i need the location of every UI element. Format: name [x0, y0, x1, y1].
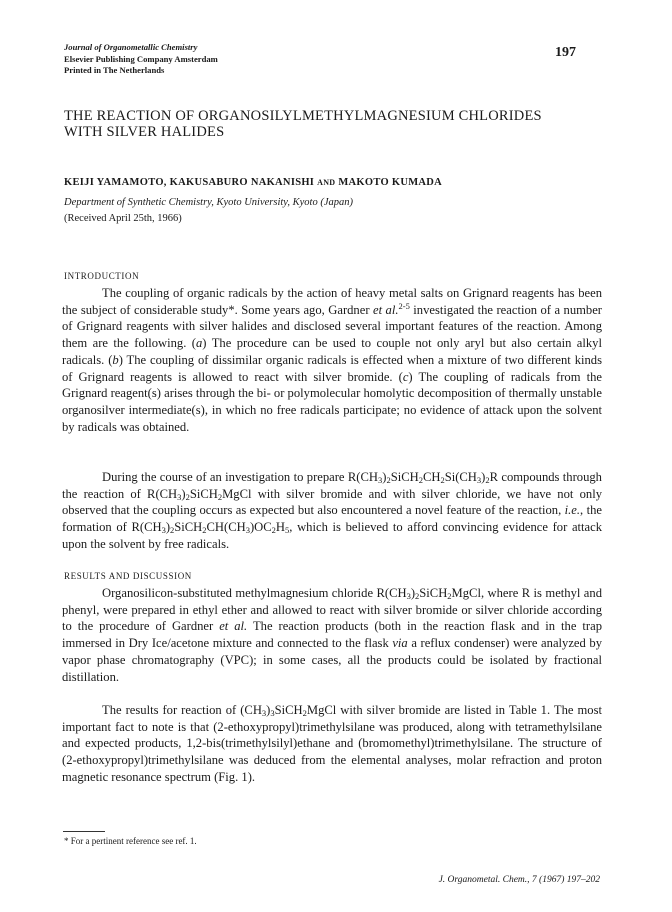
- author-names-1: KEIJI YAMAMOTO, KAKUSABURO NAKANISHI: [64, 177, 315, 188]
- journal-citation: J. Organometal. Chem., 7 (1967) 197–202: [438, 875, 600, 885]
- publisher: Elsevier Publishing Company Amsterdam: [64, 53, 218, 64]
- paragraph-results-1: Organosilicon-substituted methylmagnesium chloride $R(CH_3)_2SiCH_2MgCl$, where R is methyl and phenyl, were prepared in ethyl ether and allowed to react with silver bromide or silver chloride according to the procedure of Gardner et al. The reaction products (both in the reaction flask and in the trap immersed in Dry Ice/acetone mixture and connected to the flask via a reflux condenser) were analyzed by vapor phase chromatography (VPC); in some cases, all the products could be isolated by fractional distillation.: [62, 586, 602, 684]
- received-date: (Received April 25th, 1966): [64, 213, 182, 224]
- affiliation-block: [64, 195, 353, 227]
- paragraph-intro-2: During the course of an investigation to prepare $R(CH_3)_2SiCH_2CH_2Si(CH_3)_2R$ compounds through the reaction of $R(CH_3)_2SiCH_2MgCl$ with silver bromide and with silver chloride, we have not only observed that the coupling occurs as expected but also encountered a novel feature of the reaction, i.e., the formation of $R(CH_3)_2SiCH_2CH(CH_3)OC_2H_5$, which is believed to afford convincing evidence for attack upon the solvent by free radicals.: [62, 470, 603, 551]
- title-line-2: WITH SILVER HALIDES: [64, 124, 225, 140]
- footnote-rule: [63, 831, 105, 832]
- journal-header: [64, 42, 218, 77]
- author-list: [64, 177, 442, 188]
- author-and: AND: [317, 178, 336, 187]
- journal-name: Journal of Organometallic Chemistry: [64, 42, 198, 52]
- paragraph-results-2: The results for reaction of $(CH_3)_3SiCH_2MgCl$ with silver bromide are listed in Table 1. The most important fact to note is that (2-ethoxypropyl)trimethylsilane was produced, along with tetramethylsilane and expected products, 1,2-bis(trimethylsilyl)ethane and (bromomethyl)trimethylsilane. The structure of (2-ethoxypropyl)trimethylsilane was deduced from the elemental analyses, molar refraction and proton magnetic resonance spectrum (Fig. 1).: [62, 703, 602, 784]
- article-title: [64, 108, 604, 140]
- affiliation: Department of Synthetic Chemistry, Kyoto University, Kyoto (Japan): [64, 197, 353, 208]
- paragraph-intro-1: The coupling of organic radicals by the action of heavy metal salts on Grignard reagents has been the subject of considerable study*. Some years ago, Gardner et al.$^{2-5}$ investigated the reaction of a number of Grignard reagents with silver halides and disclosed several important features of the reaction. Among them are the following. (a) The procedure can be used to couple not only aryl but also certain alkyl radicals. (b) The coupling of dissimilar organic radicals is effected when a mixture of two different kinds of Grignard reagents is allowed to react with silver bromide. (c) The coupling of radicals from the Grignard reagent(s) arises through the bi- or polymolecular homolytic decomposition of thermally unstable organosilver intermediate(s), in which no free radicals participate; no evidence of attack upon the solvent by radicals was obtained.: [62, 286, 602, 434]
- printed-in: Printed in The Netherlands: [64, 65, 165, 75]
- footnote: * For a pertinent reference see ref. 1.: [64, 836, 197, 846]
- section-heading-introduction: INTRODUCTION: [64, 271, 140, 281]
- author-names-2: MAKOTO KUMADA: [338, 177, 443, 188]
- page-number: 197: [555, 45, 576, 60]
- title-line-1: THE REACTION OF ORGANOSILYLMETHYLMAGNESIUM CHLORIDES: [64, 108, 542, 124]
- section-heading-results: RESULTS AND DISCUSSION: [64, 571, 192, 581]
